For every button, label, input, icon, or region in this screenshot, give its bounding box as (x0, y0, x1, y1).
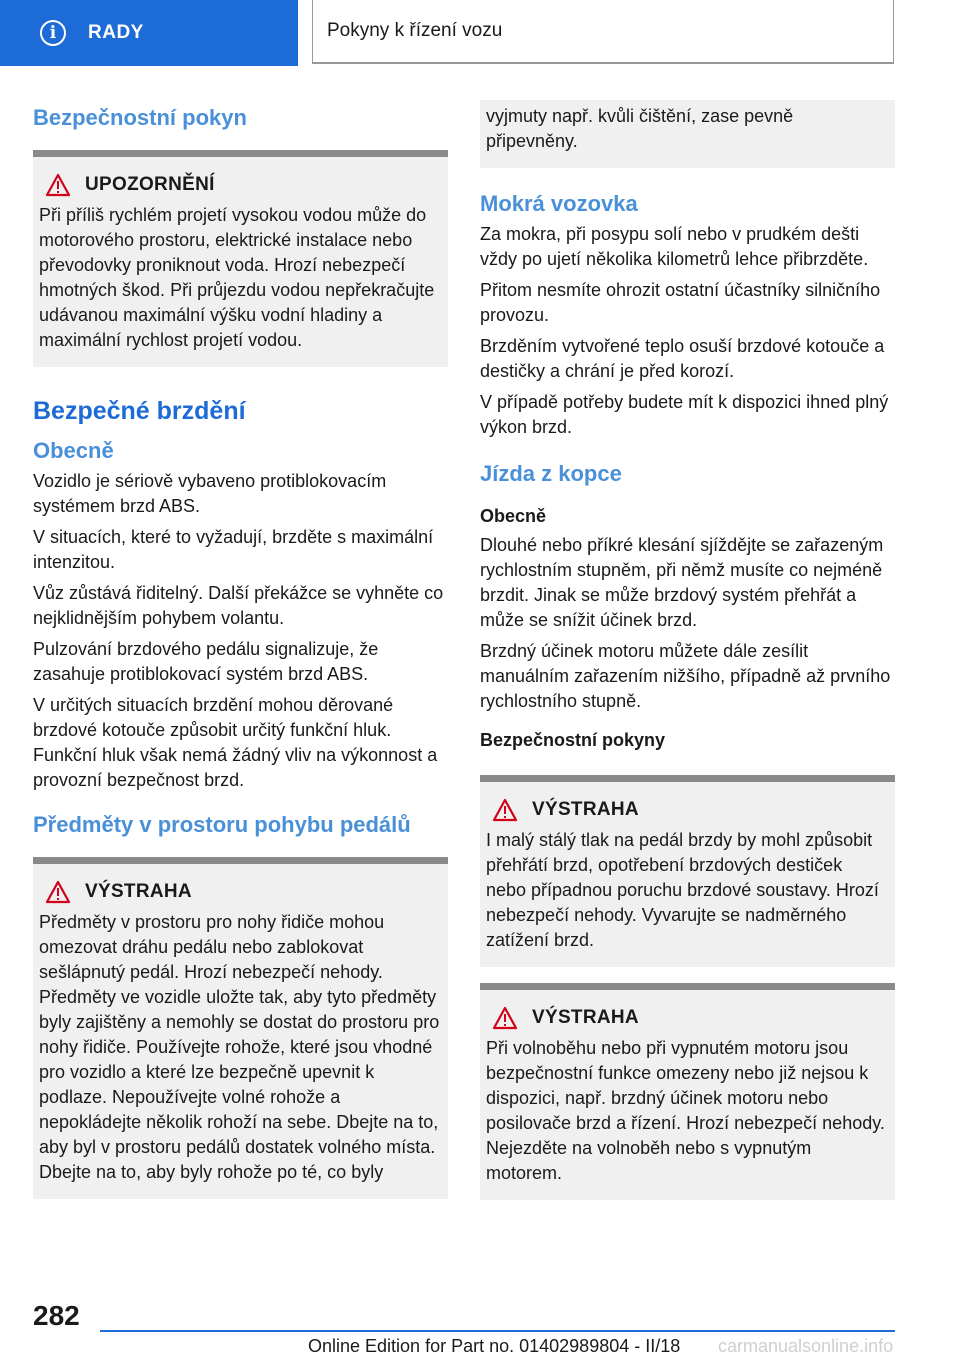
watermark: carmanualsonline.info (718, 1336, 894, 1356)
heading-general: Obecně (33, 438, 114, 463)
heading-safety-note: Bezpečnostní pokyn (33, 105, 247, 130)
heading-safety-notes: Bezpečnostní pokyny (480, 730, 666, 750)
paragraph: Vozidlo je sériově vybaveno protiblokovacím systémem brzd ABS. (33, 471, 387, 516)
warning-title: VÝSTRAHA (532, 1007, 639, 1028)
paragraph: Brzdný účinek motoru můžete dále zesílit manuálním zařazením nižšího, případně až prvního rychlostního stupně. (480, 641, 891, 711)
warning-triangle-icon (492, 798, 518, 822)
warning-box-idle (480, 983, 895, 1200)
warning-triangle-icon (45, 880, 71, 904)
paragraph: Dlouhé nebo příkré klesání sjíždějte se zařazeným rychlostním stupněm, při němž musíte co nejméně brzdit. Jinak se může brzdový systém přehřát a může se snížit účinek brzd. (480, 535, 884, 630)
warning-text: vyjmuty např. kvůli čištění, zase pevně připevněny. (486, 106, 794, 151)
paragraph: V případě potřeby budete mít k dispozici ihned plný výkon brzd. (480, 392, 889, 437)
heading-downhill: Jízda z kopce (480, 461, 622, 486)
paragraph: Brzděním vytvořené teplo osuší brzdové kotouče a destičky a chrání je před korozí. (480, 336, 885, 381)
heading-objects-pedals: Předměty v prostoru pohybu pedálů (33, 812, 411, 837)
warning-text: I malý stálý tlak na pedál brzdy by mohl způsobit přehřátí brzd, opotřebení brzdových destiček nebo případnou poruchu brzdové soustavy. Hrozí nebezpečí nehody. Vyvarujte se nadměrného zatížení brzd. (486, 830, 879, 950)
heading-general: Obecně (480, 506, 547, 526)
paragraph: Vůz zůstává řiditelný. Další překážce se vyhněte co nejklidnějším pohybem volantu. (33, 583, 444, 628)
info-icon: i (40, 20, 66, 46)
chapter-tab-label: RADY (88, 22, 144, 43)
right-column (480, 100, 895, 1216)
warning-box-caution (33, 150, 448, 367)
heading-safe-braking: Bezpečné brzdění (33, 397, 246, 425)
paragraph: Přitom nesmíte ohrozit ostatní účastníky silničního provozu. (480, 280, 881, 325)
warning-title: UPOZORNĚNÍ (85, 174, 215, 195)
warning-triangle-icon (45, 173, 71, 197)
warning-title: VÝSTRAHA (85, 881, 192, 902)
warning-text: Při příliš rychlém projetí vysokou vodou může do motorového prostoru, elektrické instalace nebo převodovky proniknout voda. Hrozí nebezpečí hmotných škod. Při průjezdu vodou nepřekračujte udávanou maximální výšku vodní hladiny a maximální rychlost projetí vodou. (39, 205, 435, 350)
page-number: 282 (33, 1300, 80, 1331)
warning-text: Při volnoběhu nebo při vypnutém motoru jsou bezpečnostní funkce omezeny nebo již nejsou k dispozici, např. brzdný účinek motoru nebo posilovače brzd a řízení. Hrozí nebezpečí nehody. Nejezděte na volnoběh nebo s vypnutým motorem. (486, 1038, 885, 1183)
warning-box-objects (33, 857, 448, 1199)
left-column (33, 96, 448, 1199)
paragraph: V situacích, které to vyžadují, brzděte s maximální intenzitou. (33, 527, 434, 572)
paragraph: V určitých situacích brzdění mohou děrované brzdové kotouče způsobit určitý funkční hluk. Funkční hluk však nemá žádný vliv na výkonnost a provozní bezpečnost brzd. (33, 695, 438, 790)
warning-box-pressure (480, 775, 895, 967)
warning-title: VÝSTRAHA (532, 799, 639, 820)
chapter-tab[interactable] (0, 0, 298, 66)
footer-divider (100, 1330, 895, 1332)
warning-box-continued (480, 100, 895, 168)
paragraph: Za mokra, při posypu solí nebo v prudkém dešti vždy po ujetí několika kilometrů lehce přibrzděte. (480, 224, 869, 269)
heading-wet-road: Mokrá vozovka (480, 191, 638, 216)
warning-triangle-icon (492, 1006, 518, 1030)
warning-text: Předměty v prostoru pro nohy řidiče mohou omezovat dráhu pedálu nebo zablokovat sešlápnutý pedál. Hrozí nebezpečí nehody. Předměty ve vozidle uložte tak, aby tyto předměty byly zajištěny a nemohly se dostat do prostoru pro nohy řidiče. Používejte rohože, které jsou vhodné pro vozidlo a které lze bezpečně upevnit k podlaze. Nepoužívejte volné rohože a nepokládejte několik rohoží na sebe. Dbejte na to, aby byl v prostoru pedálů dostatek volného místa. Dbejte na to, aby byly rohože po té, co byly (39, 912, 440, 1182)
edition-note: Online Edition for Part no. 01402989804 - II/18 (308, 1336, 681, 1356)
paragraph: Pulzování brzdového pedálu signalizuje, že zasahuje protiblokovací systém brzd ABS. (33, 639, 379, 684)
section-title: Pokyny k řízení vozu (312, 0, 894, 64)
